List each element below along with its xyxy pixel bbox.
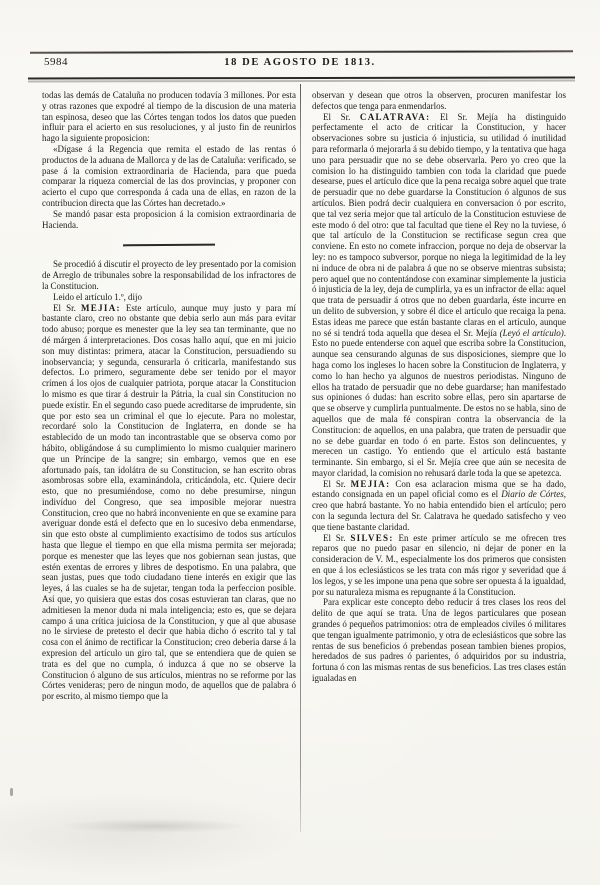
text-columns: [42, 90, 566, 702]
paragraph: [42, 259, 296, 291]
text-run: Con esa aclaracion misma que se ha dado, estando consignada en un papel oficial como es el: [312, 478, 566, 500]
header-bottom-rule: [28, 77, 575, 80]
ink-smudge: [30, 818, 280, 834]
text-run: Leido el artículo 1.º, dijo: [53, 291, 142, 302]
text-run: «Dígase á la Regencia que remita el estado de las rentas ó productos de la aduana de Mallorca y de las de Cataluña: verificado, se pase á la comision extraordinaria de Hacienda, para que pueda comparar la riqueza comercial de las dos provincias, y proponer con acierto el cupo que corresponda á cada una de ellas, en razon de la contribucion directa que las Córtes han decretado.»: [42, 143, 296, 208]
text-run: El Sr.: [323, 478, 351, 489]
text-run: El Sr. Mejía ha distinguido perfectamente el acto de criticar la Constitucion, y hacer observaciones sobre su justicia ó injusticia, su utilidad ó inutilidad para reformarla ó mejorarla á su debido tiempo, y la tentativa que haga uno para persuadir que no se debe observarla. Pero yo creo que la comision lo ha distinguido tambien con toda la claridad que puede desearse, pues el artículo dice que la pena recaiga sobre aquel que trate de persuadir que no debe guardarse la Constitucion ó algunos de sus artículos. Bien podrá decir cualquiera en conversacion ó por escrito, que tal vez seria mejor que tal artículo de la Constitucion estuviese de este modo ó del otro: que tal facultad que tiene el Rey no la tuviese, ó que tal artículo de la Constitucion se rectificase segun crea que conviene. En esto no comete infraccion, porque no deja de observar la ley: no es tampoco subversor, porque no niega la legitimidad de la ley ni induce de obra ni de palabra á que no se observe mientras subsista; pero aquel que no contentándose con examinar simplemente la justicia ó injusticia de la ley, deja de cumplirla, ya es un infractor de ella: aquel que trata de persuadir á otros que no deben guardarla, éste incurre en un delito de subversion, y sobre él dice el artículo que recaiga la pena. Estas ideas me parece que están bastante claras en el artículo, aunque no sé si tendrá toda aquella que desea el Sr. Mejía: [312, 111, 566, 338]
text-run: todas las demás de Cataluña no producen todavía 3 millones. Por esta y otras razones que expodré al tiempo de la discusion de una materia tan espinosa, deseo que las Córtes tengan todos los datos que pueden influir para el acierto en sus resoluciones, y al justo fin de reunirlos hago la siguiente proposicion:: [42, 90, 296, 144]
paragraph: [312, 90, 566, 112]
speaker-name: MEJIA:: [350, 478, 391, 489]
page-number: 5984: [44, 56, 68, 68]
italic-text: (Leyó el artículo): [499, 327, 564, 338]
paragraph: [42, 303, 296, 702]
text-run: Se procedió á discutir el proyecto de ley presentado por la comision de Arreglo de tribunales sobre la responsabilidad de los infractores de la Constitucion.: [42, 259, 296, 291]
margin-mark: [10, 788, 13, 796]
paragraph: [42, 292, 296, 303]
paragraph: [312, 479, 566, 533]
section-divider: [123, 244, 215, 247]
speaker-name: CALATRAVA:: [359, 111, 431, 122]
text-run: Para explicar este concepto debo reducir á tres clases los reos del delito de que aquí se trata. Una de legos particulares que posean grandes ó pequeños patrimonios: otra de empleados civiles ó militares que tengan igualmente patrimonio, y otra de eclesiásticos que sobre las rentas de sus beneficios ó prebendas posean tambien bienes propios, heredados de sus padres ó parientes, ó adquiridos por su industria, fortuna ó con las mismas rentas de sus beneficios. Las tres clases están igualadas en: [312, 597, 566, 684]
speaker-name: MEJIA:: [81, 302, 121, 313]
text-run: El Sr.: [53, 302, 81, 313]
date-heading: 18 DE AGOSTO DE 1813.: [224, 57, 376, 68]
paragraph: [312, 112, 566, 479]
text-run: observan y desean que otros la observen, procuren manifestar los defectos que tenga para enmendarlos.: [312, 90, 566, 111]
header-top-rule: [30, 50, 573, 53]
text-run: Este artículo, aunque muy justo y para mí bastante claro, creo no obstante que debia serlo aun más para evitar todo abuso; porque es menester que la ley sea tan terminante, que no dé márgen á interpretaciones. Dos cosas hallo aquí, que en mi juicio son muy distintas: primera, atacar la Constitucion, persuadiendo su inobservancia; y segunda, censurarla ó criticarla, manifestando sus defectos. Lo primero, seguramente debe ser tenido por el mayor crímen á los ojos de cualquier patriota, porque atacar la Constitucion lo mismo es que tirar á destruir la Pátria, la cual sin Constitucion no puede existir. En el segundo caso puede acreditarse de imprudente, sin que por esto sea un criminal el que lo ejecute. Para no molestar, recordaré solo la Constitucion de Inglaterra, en donde se ha establecido de un modo tan incontrastable que se observa como por hábito, obligándose á su cumplimiento lo mismo cualquier marinero que un Príncipe de la sangre; sin embargo, vemos que en ese afortunado país, tan idolátra de su Constitucion, se han escrito obras asombrosas sobre ella, examinándola, criticándola, etc. Quiere decir esto, que no presumiéndose, como no debe presumirse, ningun indivíduo del Congreso, que sea imposible mejorar nuestra Constitucion, creo que no habrá inconveniente en que se examine para averiguar donde está el defecto que en lo sucesivo deba enmendarse, sin que esto obste al cumplimiento exactísimo de todos sus artículos hasta que llegue el tiempo en que ella misma permita ser mejorada; porque es menester que las leyes que nos gobiernan sean justas, que estén exentas de errores y libres de despotismo. En una palabra, que sean justas, pues que todo ciudadano tiene interés en exigir que las leyes, á las cuales se ha de sujetar, tengan toda la perfeccion posible. Así que, yo quisiera que estas dos cosas estuvieran tan claras, que no admitiesen la menor duda ni mala inteligencia; esto es, que se dejara campo á una crítica juiciosa de la Constitucion, y que al que abusase no le sirviese de pretesto el decir que habia dicho ó escrito tal y tal cosa con el ánimo de rectificar la Constitucion; creo deberia darse á la expresion del artículo un giro tal, que se entendiera que de quien se trata es del que no cumpla, ó induzca á que no se observe la Constitucion ó alguno de sus artículos, mientras no se reforme por las Córtes venideras; pero de ningun modo, de aquellos que de palabra ó por escrito, al mismo tiempo que la: [42, 302, 296, 702]
paragraph: [42, 209, 296, 231]
text-run: El Sr.: [323, 532, 351, 543]
paragraph: [312, 533, 566, 598]
paragraph: [42, 144, 296, 209]
italic-text: Diario de Córtes: [501, 489, 564, 500]
column-left: [42, 90, 296, 702]
text-run: , creo que habrá bastante. Yo no habia entendido bien el artículo; pero con la segunda lectura del Sr. Calatrava he quedado satisfecho y veo que tiene bastante claridad.: [312, 489, 566, 532]
text-run: El Sr.: [323, 111, 360, 122]
text-run: En este primer artículo se me ofrecen tres reparos que no puedo pasar en silencio, ni dejar de poner en la consideracion de V. M., especialmente los dos primeros que consisten en que á los eclesiásticos se les trata con más rigor y severidad que á los legos, y se les impone una pena que sobre ser opuesta á la igualdad, por su naturaleza misma es repugnante á la Constitucion.: [312, 532, 566, 597]
paragraph: [42, 90, 296, 144]
column-right: [312, 90, 566, 702]
speaker-name: SILVES:: [350, 532, 394, 543]
paragraph: [312, 597, 566, 683]
text-run: . Esto no puede entenderse con aquel que escriba sobre la Constitucion, aunque sea censurando algunas de sus disposiciones, siempre que lo haga como los ingleses lo hacen sobre la Constitucion de Inglaterra, y como lo han hecho ya algunos de nuestros periodistas. Ninguno de ellos ha tratado de persuadir que no debe guardarse; han manifestado sus opiniones ó dudas: han escrito sobre ellas, pero sin apartarse de que se observe y cumplirla puntualmente. De estos no se habla, sino de aquellos que de mala fé conspiran contra la observancia de la Constitucion: de aquellos, en una palabra, que traten de persuadir que no se debe guardar en todo ó en parte. Estos son delincuentes, y merecen un castigo. Yo entiendo que el artículo está bastante terminante. Sin embargo, si el Sr. Mejía cree que aún se necesita de mayor claridad, la comision no rehusará darle toda la que se apetezca.: [312, 327, 566, 478]
text-run: Se mandó pasar esta proposicion á la comision extraordinaria de Hacienda.: [42, 208, 296, 230]
